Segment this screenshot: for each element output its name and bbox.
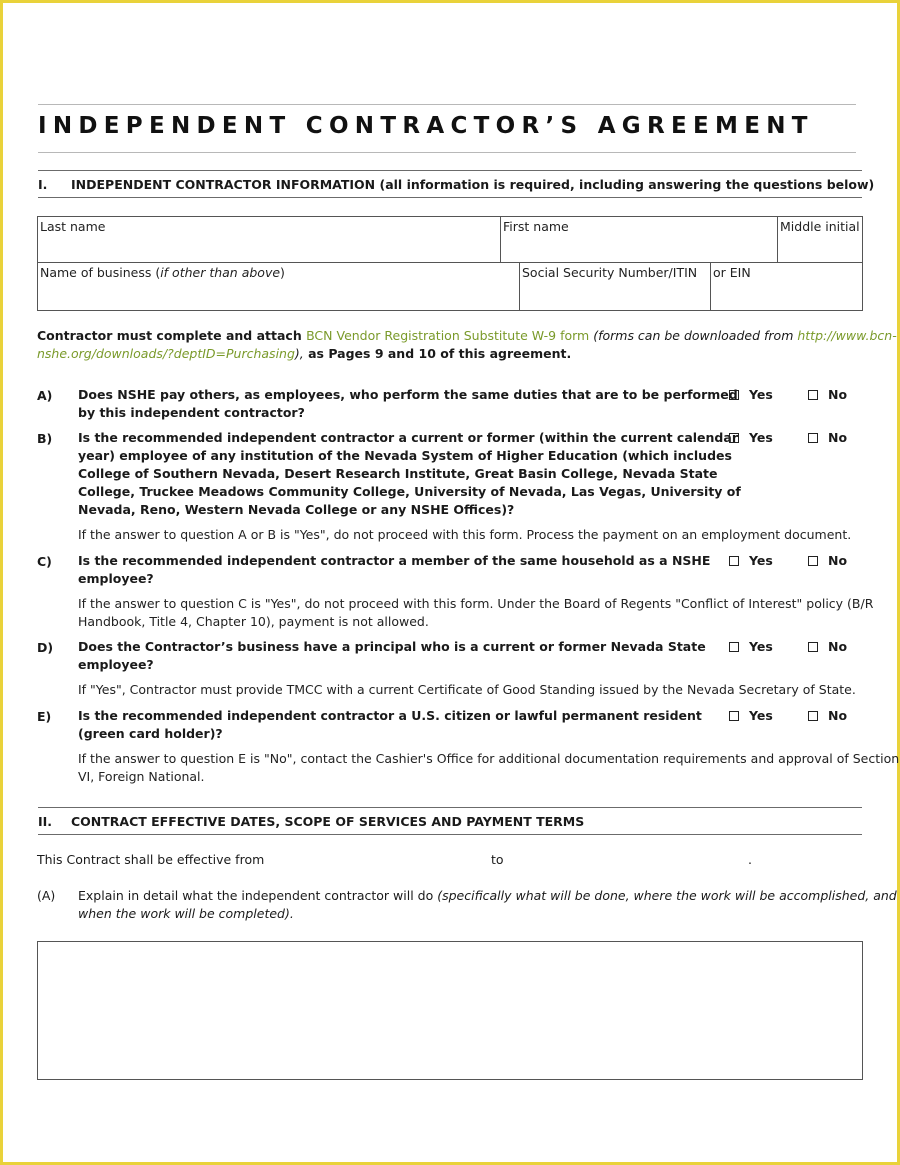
question-e-no-checkbox[interactable]: [808, 708, 847, 723]
ein-field[interactable]: [713, 265, 751, 280]
ssn-label: Social Security Number/ITIN: [522, 265, 698, 280]
effective-from-field[interactable]: [256, 851, 484, 869]
section1-heading: INDEPENDENT CONTRACTOR INFORMATION (all information is required, including answering the questions below): [71, 177, 875, 192]
item-a-instruction-detail: (specifically what will be done, where the work will be accomplished, and: [437, 888, 897, 903]
last-name-label: Last name: [40, 219, 106, 234]
checkbox-icon: [808, 390, 818, 400]
question-c-text: [78, 552, 710, 588]
table-col-divider: [500, 216, 501, 263]
question-line: Is the recommended independent contractor a U.S. citizen or lawful permanent resident: [78, 708, 702, 723]
download-url-link[interactable]: http://www.bcn-: [797, 328, 897, 343]
checkbox-icon: [808, 711, 818, 721]
question-a-text: [78, 386, 738, 422]
first-name-label: First name: [503, 219, 569, 234]
ssn-field[interactable]: [522, 265, 697, 280]
checkbox-icon: [729, 711, 739, 721]
item-a-label: (A): [37, 888, 56, 903]
question-line: Is the recommended independent contractor a member of the same household as a NSHE: [78, 553, 711, 568]
business-name-field[interactable]: [40, 265, 285, 280]
item-a-text: [78, 887, 897, 923]
checkbox-icon: [808, 556, 818, 566]
yes-label: Yes: [749, 639, 773, 654]
question-b-text: [78, 429, 741, 519]
question-line: employee?: [78, 657, 154, 672]
question-line: College of Southern Nevada, Desert Research Institute, Great Basin College, Nevada State: [78, 466, 718, 481]
table-col-divider: [710, 262, 711, 311]
middle-initial-label: Middle initial: [780, 219, 860, 234]
contractor-info-table: [37, 216, 863, 311]
item-a-instruction: Explain in detail what the independent contractor will do: [78, 888, 438, 903]
effective-from-label: This Contract shall be effective from: [37, 852, 265, 867]
section1-number: I.: [38, 177, 48, 192]
question-a-letter: A): [37, 388, 53, 403]
scope-of-services-textarea[interactable]: [37, 941, 863, 1080]
checkbox-icon: [729, 433, 739, 443]
yes-label: Yes: [749, 553, 773, 568]
no-label: No: [828, 387, 848, 402]
section2-bottom-rule: [38, 834, 862, 835]
last-name-field[interactable]: [40, 219, 105, 234]
question-e-letter: E): [37, 709, 52, 724]
no-label: No: [828, 430, 848, 445]
question-line: by this independent contractor?: [78, 405, 305, 420]
table-col-divider: [519, 262, 520, 311]
checkbox-icon: [808, 642, 818, 652]
w9-form-link[interactable]: BCN Vendor Registration Substitute W-9 form: [306, 328, 590, 343]
business-name-note: if other than above: [160, 265, 281, 280]
question-e-text: [78, 707, 702, 743]
first-name-field[interactable]: [503, 219, 569, 234]
section1-bottom-rule: [38, 197, 862, 198]
title-bottom-rule: [38, 152, 856, 153]
ein-label: or EIN: [713, 265, 751, 280]
question-line: Does NSHE pay others, as employees, who perform the same duties that are to be performed: [78, 387, 738, 402]
download-url-link-cont[interactable]: nshe.org/downloads/?deptID=Purchasing: [37, 346, 295, 361]
note-line: If the answer to question E is "No", contact the Cashier's Office for additional documentation requirements and approval of Section: [78, 751, 900, 766]
section1-top-rule: [38, 170, 862, 171]
table-row-divider: [37, 262, 863, 263]
note-line: VI, Foreign National.: [78, 769, 205, 784]
title-top-rule: [38, 104, 856, 105]
question-line: Is the recommended independent contractor a current or former (within the current calendar: [78, 430, 738, 445]
note-line: Handbook, Title 4, Chapter 10), payment is not allowed.: [78, 614, 429, 629]
question-line: year) employee of any institution of the Nevada System of Higher Education (which includes: [78, 448, 732, 463]
middle-initial-field[interactable]: [780, 219, 860, 234]
question-c-note: [78, 595, 873, 631]
no-label: No: [828, 553, 848, 568]
effective-to-label: to: [491, 852, 504, 867]
business-name-close: ): [280, 265, 285, 280]
section2-heading: CONTRACT EFFECTIVE DATES, SCOPE OF SERVICES AND PAYMENT TERMS: [71, 814, 585, 829]
attach-instructions: [37, 327, 897, 363]
checkbox-icon: [729, 390, 739, 400]
business-name-label: Name of business (: [40, 265, 161, 280]
effective-period: .: [748, 852, 752, 867]
question-c-letter: C): [37, 554, 52, 569]
question-line: (green card holder)?: [78, 726, 223, 741]
yes-label: Yes: [749, 708, 773, 723]
question-d-text: [78, 638, 706, 674]
yes-label: Yes: [749, 387, 773, 402]
question-b-yes-checkbox[interactable]: [729, 430, 773, 445]
question-line: Nevada, Reno, Western Nevada College or any NSHE Offices)?: [78, 502, 515, 517]
table-col-divider: [777, 216, 778, 263]
question-c-no-checkbox[interactable]: [808, 553, 847, 568]
no-label: No: [828, 639, 848, 654]
question-d-yes-checkbox[interactable]: [729, 639, 773, 654]
question-line: employee?: [78, 571, 154, 586]
question-ab-note: If the answer to question A or B is "Yes", do not proceed with this form. Process the payment on an employment document.: [78, 527, 852, 542]
question-d-letter: D): [37, 640, 54, 655]
question-b-letter: B): [37, 431, 53, 446]
question-b-no-checkbox[interactable]: [808, 430, 847, 445]
question-a-yes-checkbox[interactable]: [729, 387, 773, 402]
page-title: INDEPENDENT CONTRACTOR’S AGREEMENT: [38, 113, 814, 139]
question-c-yes-checkbox[interactable]: [729, 553, 773, 568]
question-d-no-checkbox[interactable]: [808, 639, 847, 654]
attach-pages-text: as Pages 9 and 10 of this agreement.: [303, 346, 572, 361]
question-a-no-checkbox[interactable]: [808, 387, 847, 402]
section2-number: II.: [38, 814, 53, 829]
item-a-instruction-detail-cont: when the work will be completed).: [78, 906, 294, 921]
download-note: (forms can be downloaded from: [589, 328, 798, 343]
yes-label: Yes: [749, 430, 773, 445]
question-line: College, Truckee Meadows Community College, University of Nevada, Las Vegas, University of: [78, 484, 741, 499]
checkbox-icon: [808, 433, 818, 443]
note-line: If the answer to question C is "Yes", do not proceed with this form. Under the Board of Regents "Conflict of Interest" policy (B/R: [78, 596, 874, 611]
checkbox-icon: [729, 642, 739, 652]
no-label: No: [828, 708, 848, 723]
checkbox-icon: [729, 556, 739, 566]
question-d-note: If "Yes", Contractor must provide TMCC with a current Certificate of Good Standing issued by the Nevada Secretary of State.: [78, 682, 856, 697]
download-note-close: ),: [294, 346, 304, 361]
question-line: Does the Contractor’s business have a principal who is a current or former Nevada State: [78, 639, 706, 654]
attach-text: Contractor must complete and attach: [37, 328, 307, 343]
section2-top-rule: [38, 807, 862, 808]
question-e-note: [78, 750, 899, 786]
question-e-yes-checkbox[interactable]: [729, 708, 773, 723]
effective-to-field[interactable]: [506, 851, 744, 869]
